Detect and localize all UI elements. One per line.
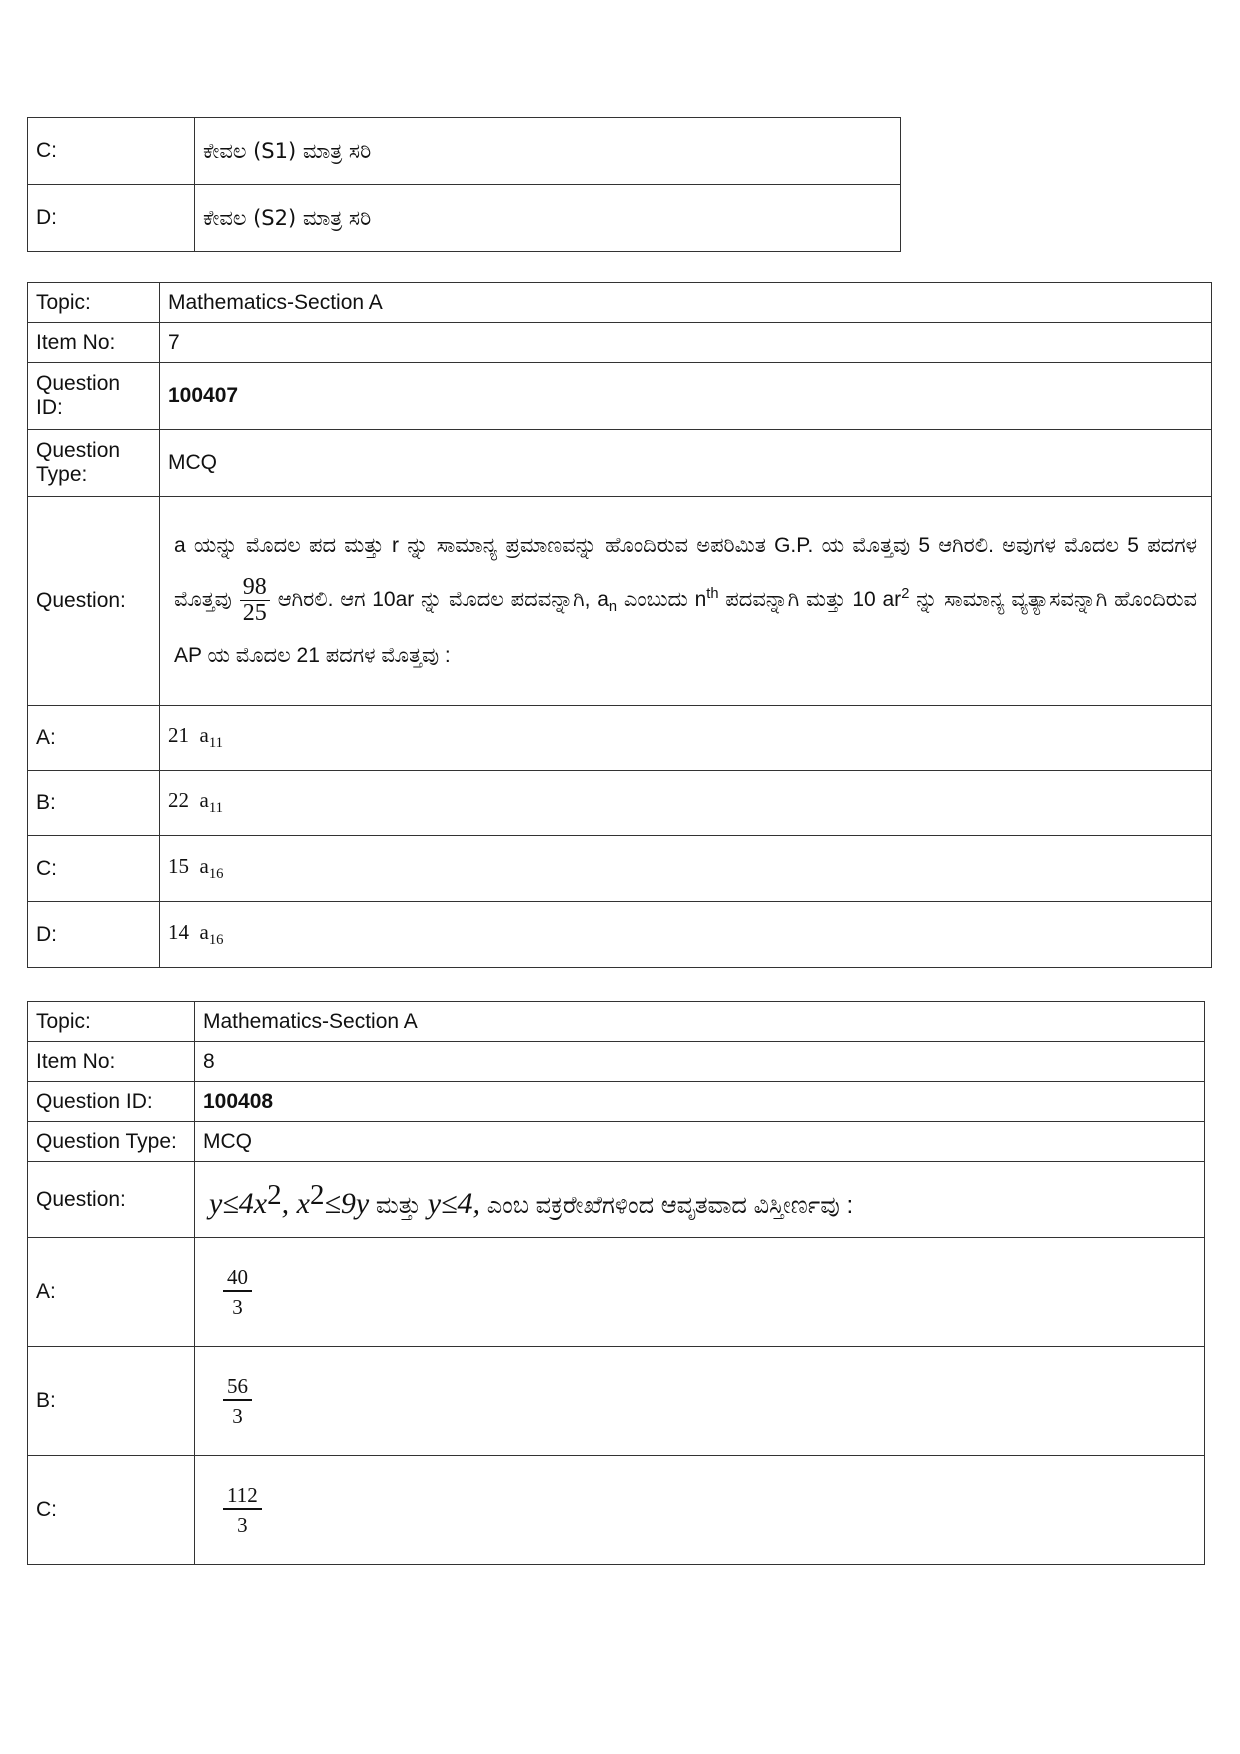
option-row (28, 1456, 1205, 1565)
question-text-part: ಆಗಿರಲಿ. ಆಗ 10ar ನ್ನು ಮೊದಲ ಪದವನ್ನಾಗಿ, a (277, 588, 609, 612)
fraction (223, 1484, 262, 1536)
question-id-label: Question ID: (28, 1082, 195, 1122)
fraction-numerator: 112 (223, 1484, 262, 1510)
question-type-value: MCQ (160, 430, 1212, 497)
question-id-row (28, 363, 1212, 430)
question-8-table (27, 1001, 1205, 1565)
option-row (28, 1238, 1205, 1347)
question-text-part: ನ್ನು ಸಾಮಾನ್ಯ ವ್ಯತ್ಯಾಸವನ್ನಾಗಿ ಹೊಂದಿರುವ AP ಯ ಮೊದಲ 21 ಪದಗಳ ಮೊತ್ತವು : (174, 588, 1198, 667)
math-expression: ≤9y (324, 1186, 370, 1220)
option-row (28, 902, 1212, 968)
option-row (28, 185, 901, 252)
option-subscript: 16 (208, 932, 224, 949)
question-label: Question: (28, 1162, 195, 1238)
option-value (160, 706, 1212, 771)
math-expression: y≤4, (427, 1186, 481, 1220)
option-row (28, 118, 901, 185)
fraction-denominator: 3 (232, 1295, 243, 1319)
option-value (195, 1347, 1205, 1456)
item-value: 8 (195, 1042, 1205, 1082)
question-text-part: ಎಂಬುದು n (617, 588, 707, 612)
question-type-label: Question Type: (28, 1122, 195, 1162)
item-row (28, 323, 1212, 363)
question-text-part: ಮತ್ತು (369, 1191, 428, 1219)
option-value (195, 1238, 1205, 1347)
option-label: B: (28, 771, 160, 836)
question-id-value: 100408 (203, 1089, 274, 1113)
question-row (28, 1162, 1205, 1238)
question-label: Question: (28, 497, 160, 706)
option-label: C: (28, 1456, 195, 1565)
fraction (223, 1375, 252, 1427)
option-variable: a (199, 788, 209, 813)
topic-label: Topic: (28, 1002, 195, 1042)
option-variable: a (199, 853, 209, 878)
option-row (28, 771, 1212, 836)
question-row (28, 497, 1212, 706)
fraction-numerator: 56 (223, 1375, 252, 1401)
option-label: D: (28, 902, 160, 968)
option-subscript: 11 (208, 735, 223, 752)
superscript: 2 (267, 1178, 282, 1211)
question-id-value: 100407 (168, 384, 239, 407)
option-row (28, 706, 1212, 771)
option-text: ಕೇವಲ (S1) ಮಾತ್ರ ಸರಿ (195, 118, 901, 185)
superscript: th (706, 586, 719, 603)
option-text: ಕೇವಲ (S2) ಮಾತ್ರ ಸರಿ (195, 185, 901, 252)
topic-row (28, 283, 1212, 323)
option-coefficient: 15 (168, 853, 189, 878)
superscript: 2 (309, 1178, 325, 1211)
fraction (223, 1266, 252, 1318)
math-expression: , x (281, 1186, 310, 1220)
item-label: Item No: (28, 323, 160, 363)
option-coefficient: 21 (168, 723, 189, 748)
option-variable: a (199, 723, 209, 748)
option-value (160, 771, 1212, 836)
fraction-denominator: 3 (232, 1404, 243, 1428)
option-value (160, 836, 1212, 902)
option-variable: a (199, 919, 209, 944)
topic-row (28, 1002, 1205, 1042)
question-id-label: Question ID: (28, 363, 160, 430)
fraction-numerator: 40 (223, 1266, 252, 1292)
fraction-denominator: 25 (242, 600, 267, 627)
fraction-denominator: 3 (237, 1513, 248, 1537)
option-label: D: (28, 185, 195, 252)
option-label: A: (28, 1238, 195, 1347)
fraction-numerator: 98 (240, 575, 270, 601)
option-label: A: (28, 706, 160, 771)
question-text (160, 497, 1212, 706)
question-text-part: ಪದವನ್ನಾಗಿ ಮತ್ತು 10 ar (718, 588, 902, 612)
option-row (28, 836, 1212, 902)
question-7-table (27, 282, 1212, 968)
question-type-row (28, 1122, 1205, 1162)
prev-question-options-table (27, 117, 901, 252)
question-type-label: Question Type: (28, 430, 160, 497)
option-value (195, 1456, 1205, 1565)
question-text-part: ಎಂಬ ವಕ್ರರೇಖೆಗಳಿಂದ ಆವೃತವಾದ ವಿಸ್ತೀರ್ಣವು : (480, 1191, 854, 1219)
topic-value: Mathematics-Section A (195, 1002, 1205, 1042)
item-value: 7 (160, 323, 1212, 363)
superscript: 2 (901, 586, 910, 603)
math-expression: y≤4x (209, 1186, 268, 1220)
option-coefficient: 22 (168, 788, 189, 813)
option-subscript: 16 (208, 866, 224, 883)
option-label: B: (28, 1347, 195, 1456)
question-id-row (28, 1082, 1205, 1122)
option-row (28, 1347, 1205, 1456)
option-label: C: (28, 118, 195, 185)
question-type-row (28, 430, 1212, 497)
option-value (160, 902, 1212, 968)
question-type-value: MCQ (195, 1122, 1205, 1162)
topic-label: Topic: (28, 283, 160, 323)
topic-value: Mathematics-Section A (160, 283, 1212, 323)
option-coefficient: 14 (168, 919, 189, 944)
question-text (195, 1162, 1205, 1238)
subscript: n (608, 599, 618, 616)
option-subscript: 11 (208, 800, 223, 817)
fraction (240, 575, 270, 626)
option-label: C: (28, 836, 160, 902)
item-label: Item No: (28, 1042, 195, 1082)
question-text-part: a ಯನ್ನು ಮೊದಲ ಪದ ಮತ್ತು r ನ್ನು ಸಾಮಾನ್ಯ ಪ್ರಮಾಣವನ್ನು ಹೊಂದಿರುವ ಅಪರಿಮಿತ G.P. ಯ ಮೊತ್ತವು 5 ಆಗಿರಲಿ. ಅವುಗಳ ಮೊದಲ 5 ಪದಗಳ ಮೊತ್ತವು (174, 534, 1197, 612)
item-row (28, 1042, 1205, 1082)
